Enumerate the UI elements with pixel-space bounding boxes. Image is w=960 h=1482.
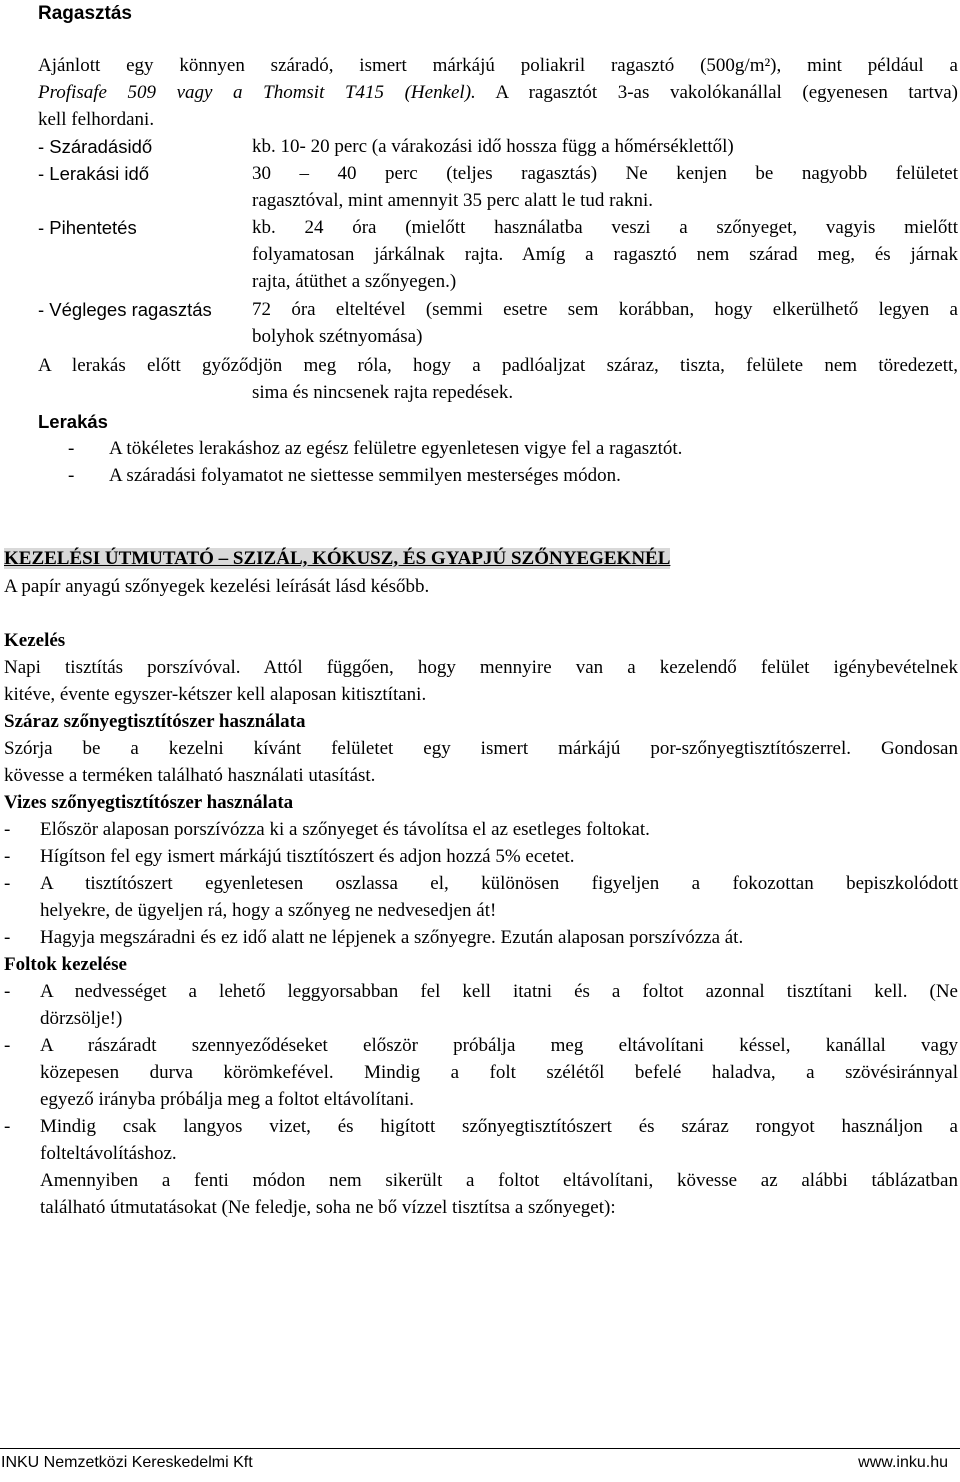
row-value (252, 160, 958, 214)
intro-line-2-rest: A ragasztót 3-as vakolókanállal (egyenesen tartva) (475, 82, 958, 103)
list-dash: - (4, 846, 11, 867)
row-value-line: kb. 10- 20 perc (a várakozási idő hossza függ a hőmérséklettől) (252, 136, 734, 157)
dry-line-1: Szórja be a kezelni kívánt felületet egy ismert márkájú por-szőnyegtisztítószerrel. Gondosan (4, 738, 958, 759)
stain-followup-line: található útmutatásokat (Ne feledje, soha ne bő vízzel tisztítsa a szőnyeget): (40, 1197, 616, 1218)
row-value-line: folyamatosan járkálnak rajta. Amíg a ragasztó nem szárad meg, és járnak (252, 244, 958, 265)
care-heading (4, 545, 924, 572)
intro-line-3: kell felhordani. (38, 109, 155, 130)
list-text: dörzsölje!) (40, 1008, 123, 1029)
section-title-lerakas: Lerakás (38, 411, 108, 432)
list-dash: - (4, 927, 11, 948)
row-label: - Száradásidő (38, 136, 153, 157)
row-value-line: 72 óra elteltével (semmi esetre sem korábban, hogy elkerülhető legyen a (252, 299, 958, 320)
list-text: közepesen durva körömkefével. Mindig a folt szélétől befelé haladva, a szövésiránnyal (40, 1062, 958, 1083)
section-title-stains: Foltok kezelése (4, 954, 127, 975)
care-line-1: Napi tisztítás porszívóval. Attól függően, hogy mennyire van a kezelendő felület igénybevételnek (4, 657, 958, 678)
row-label: - Lerakási idő (38, 163, 150, 184)
list-dash: - (4, 873, 11, 894)
list-dash: - (4, 819, 11, 840)
list-text: helyekre, de ügyeljen rá, hogy a szőnyeg ne nedvesedjen át! (40, 900, 497, 921)
list-text: A száradási folyamatot ne siettesse semmilyen mesterséges módon. (109, 465, 621, 486)
list-text: A tökéletes lerakáshoz az egész felületre egyenletesen vigye fel a ragasztót. (109, 438, 683, 459)
row-value (252, 296, 958, 350)
list-text: A tisztítószert egyenletesen oszlassa el, különösen figyeljen a fokozottan bepiszkolódott (40, 873, 958, 894)
list-dash: - (4, 1035, 11, 1056)
footer-website: www.inku.hu (858, 1454, 948, 1471)
row-label: - Végleges ragasztás (38, 299, 212, 320)
row-value-line: rajta, átüthet a szőnyegen.) (252, 271, 457, 292)
intro-line-2 (38, 79, 958, 106)
before-laying-line-1: A lerakás előtt győződjön meg róla, hogy a padlóaljzat száraz, tiszta, felülete nem töredezett, (38, 355, 958, 376)
list-text: A nedvességet a lehető leggyorsabban fel kell itatni és a foltot azonnal tisztítani kell. (Ne (40, 981, 958, 1002)
row-value (252, 133, 958, 160)
row-value-line: ragasztóval, mint amennyit 35 perc alatt le tud rakni. (252, 190, 653, 211)
care-heading-text: KEZELÉSI ÚTMUTATÓ – SZIZÁL, KÓKUSZ, ÉS GYAPJÚ SZŐNYEGEKNÉL (4, 548, 671, 569)
list-dash: - (4, 981, 11, 1002)
row-value-line: 30 – 40 perc (teljes ragasztás) Ne kenjen be nagyobb felületet (252, 163, 958, 184)
dry-line-2: kövesse a terméken található használati utasítást. (4, 765, 376, 786)
care-subtitle: A papír anyagú szőnyegek kezelési leírását lásd később. (4, 576, 430, 597)
footer-company: INKU Nemzetközi Kereskedelmi Kft (1, 1454, 253, 1471)
list-text: Először alaposan porszívózza ki a szőnyeget és távolítsa el az esetleges foltokat. (40, 819, 650, 840)
row-label: - Pihentetés (38, 217, 137, 238)
section-title-ragasztas: Ragasztás (38, 3, 132, 24)
row-value-line: bolyhok szétnyomása) (252, 326, 423, 347)
row-value-line: kb. 24 óra (mielőtt használatba veszi a szőnyeget, vagyis mielőtt (252, 217, 958, 238)
list-dash: - (68, 465, 75, 486)
section-title-kezeles: Kezelés (4, 630, 66, 651)
list-text: Hígítson fel egy ismert márkájú tisztítószert és adjon hozzá 5% ecetet. (40, 846, 575, 867)
list-dash: - (68, 438, 75, 459)
care-line-2: kitéve, évente egyszer-kétszer kell alaposan kitisztítani. (4, 684, 427, 705)
list-text: Mindig csak langyos vizet, és higított szőnyegtisztítószert és száraz rongyot használjon a (40, 1116, 958, 1137)
stain-followup-line: Amennyiben a fenti módon nem sikerült a foltot eltávolítani, kövesse az alábbi táblázatban (40, 1170, 958, 1191)
list-text: egyező irányba próbálja meg a foltot eltávolítani. (40, 1089, 415, 1110)
list-text: A rászáradt szennyeződéseket először próbálja meg eltávolítani késsel, kanállal vagy (40, 1035, 958, 1056)
list-dash: - (4, 1116, 11, 1137)
list-text: folteltávolításhoz. (40, 1143, 177, 1164)
section-title-wet: Vizes szőnyegtisztítószer használata (4, 792, 294, 813)
product-names: Profisafe 509 vagy a Thomsit T415 (Henkel). (38, 82, 476, 103)
before-laying-line-2: sima és nincsenek rajta repedések. (252, 382, 514, 403)
row-value (252, 214, 958, 295)
list-text: Hagyja megszáradni és ez idő alatt ne lépjenek a szőnyegre. Ezután alaposan porszívózza át. (40, 927, 744, 948)
section-title-dry: Száraz szőnyegtisztítószer használata (4, 711, 306, 732)
intro-line-1: Ajánlott egy könnyen száradó, ismert márkájú poliakril ragasztó (500g/m²), mint például a (38, 55, 958, 76)
footer-divider (0, 1448, 960, 1449)
